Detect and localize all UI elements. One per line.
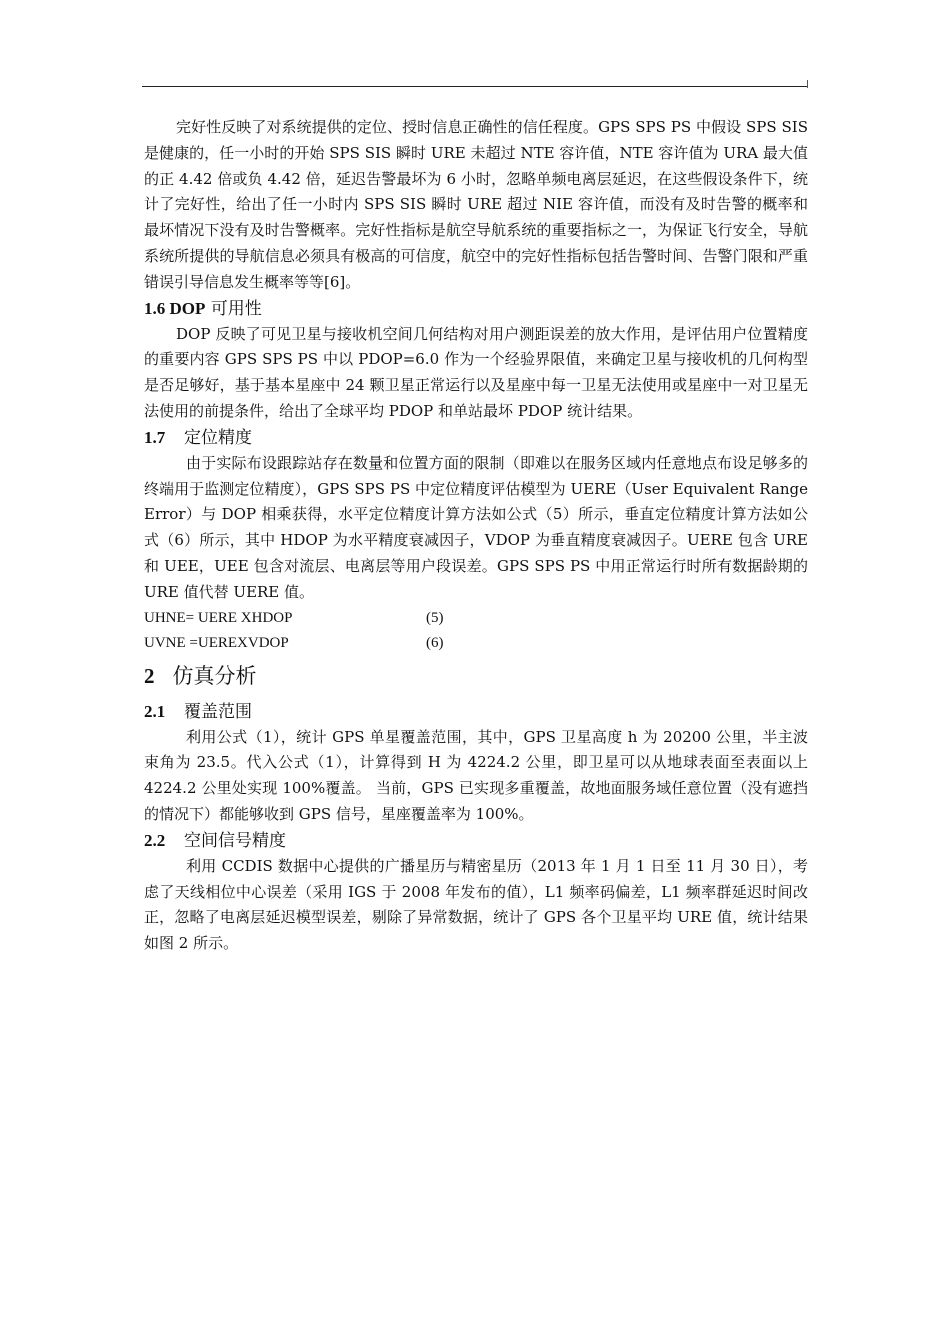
heading-2-1-title: 覆盖范围: [184, 701, 252, 722]
formula-5-expression: UHNE= UERE XHDOP: [144, 609, 293, 626]
heading-1-6-number: 1.6 DOP: [144, 298, 206, 318]
header-rule: [142, 86, 808, 87]
heading-2-2-title: 空间信号精度: [184, 830, 286, 851]
heading-1-7: [144, 425, 808, 451]
heading-1-7-title: 定位精度: [184, 427, 252, 448]
paragraph-dop: DOP 反映了可见卫星与接收机空间几何结构对用户测距误差的放大作用，是评估用户位置精度的重要内容 GPS SPS PS 中以 PDOP=6.0 作为一个经验界限值，来确定卫星与接收机的几何构型是否足够好，基于基本星座中 24 颗卫星正常运行以及星座中每一卫星无法使用或星座中一对卫星无法使用的前提条件，给出了全球平均 PDOP 和单站最坏 PDOP 统计结果。: [144, 324, 808, 420]
heading-1-7-number: 1.7: [144, 427, 166, 447]
paragraph-accuracy: 由于实际布设跟踪站存在数量和位置方面的限制（即难以在服务区域内任意地点布设足够多的终端用于监测定位精度），GPS SPS PS 中定位精度评估模型为 UERE（User Equivalent Range Error）与 DOP 相乘获得，水平定位精度计算方法如公式（5）所示，垂直定位精度计算方法如公式（6）所示，其中 HDOP 为水平精度衰减因子，VDOP 为垂直精度衰减因子。UERE 包含 URE 和 UEE，UEE 包含对流层、电离层等用户段误差。GPS SPS PS 中用正常运行时所有数据龄期的 URE 值代替 UERE 值。: [144, 453, 808, 601]
paragraph-sis-accuracy: 利用 CCDIS 数据中心提供的广播星历与精密星历（2013 年 1 月 1 日至 11 月 30 日），考虑了天线相位中心误差（采用 IGS 于 2008 年发布的值），L1 频率码偏差，L1 频率群延迟时间改正，忽略了电离层延迟模型误差，剔除了异常数据，统计了 GPS 各个卫星平均 URE 值，统计结果如图 2 所示。: [144, 856, 808, 953]
heading-1-6: [144, 296, 808, 322]
formula-6-expression: UVNE =UEREXVDOP: [144, 635, 289, 652]
formula-5: [144, 606, 808, 632]
heading-2-title: 仿真分析: [172, 663, 257, 688]
header-rule-tick: [807, 80, 808, 88]
heading-2-2: [144, 828, 808, 854]
paragraph-coverage: 利用公式（1），统计 GPS 单星覆盖范围，其中，GPS 卫星高度 h 为 20200 公里，半主波束角为 23.5。代入公式（1），计算得到 H 为 4224.2 公里，即卫星可以从地球表面至表面以上 4224.2 公里处实现 100%覆盖。 当前，GPS 已实现多重覆盖，故地面服务域任意位置（没有遮挡的情况下）都能够收到 GPS 信号，星座覆盖率为 100%。: [144, 727, 808, 823]
paragraph-integrity: 完好性反映了对系统提供的定位、授时信息正确性的信任程度。GPS SPS PS 中假设 SPS SIS 是健康的，任一小时的开始 SPS SIS 瞬时 URE 未超过 NTE 容许值，NTE 容许值为 URA 最大值的正 4.42 倍或负 4.42 倍，延迟告警最坏为 6 小时，忽略单频电离层延迟，在这些假设条件下，统计了完好性，给出了任一小时内 SPS SIS 瞬时 URE 超过 NIE 容许值，而没有及时告警的概率和最坏情况下没有及时告警概率。完好性指标是航空导航系统的重要指标之一，为保证飞行安全，导航系统所提供的导航信息必须具有极高的可信度，航空中的完好性指标包括告警时间、告警门限和严重错误引导信息发生概率等等[6]。: [144, 118, 808, 291]
heading-1-6-title: 可用性: [210, 298, 262, 319]
heading-2-number: 2: [144, 663, 155, 688]
heading-2: [144, 659, 808, 693]
formula-6: [144, 631, 808, 657]
heading-2-1-number: 2.1: [144, 701, 166, 721]
heading-2-2-number: 2.2: [144, 830, 166, 850]
document-body: [144, 115, 808, 957]
formula-6-number: (6): [426, 635, 444, 652]
formula-5-number: (5): [426, 609, 444, 626]
heading-2-1: [144, 699, 808, 725]
